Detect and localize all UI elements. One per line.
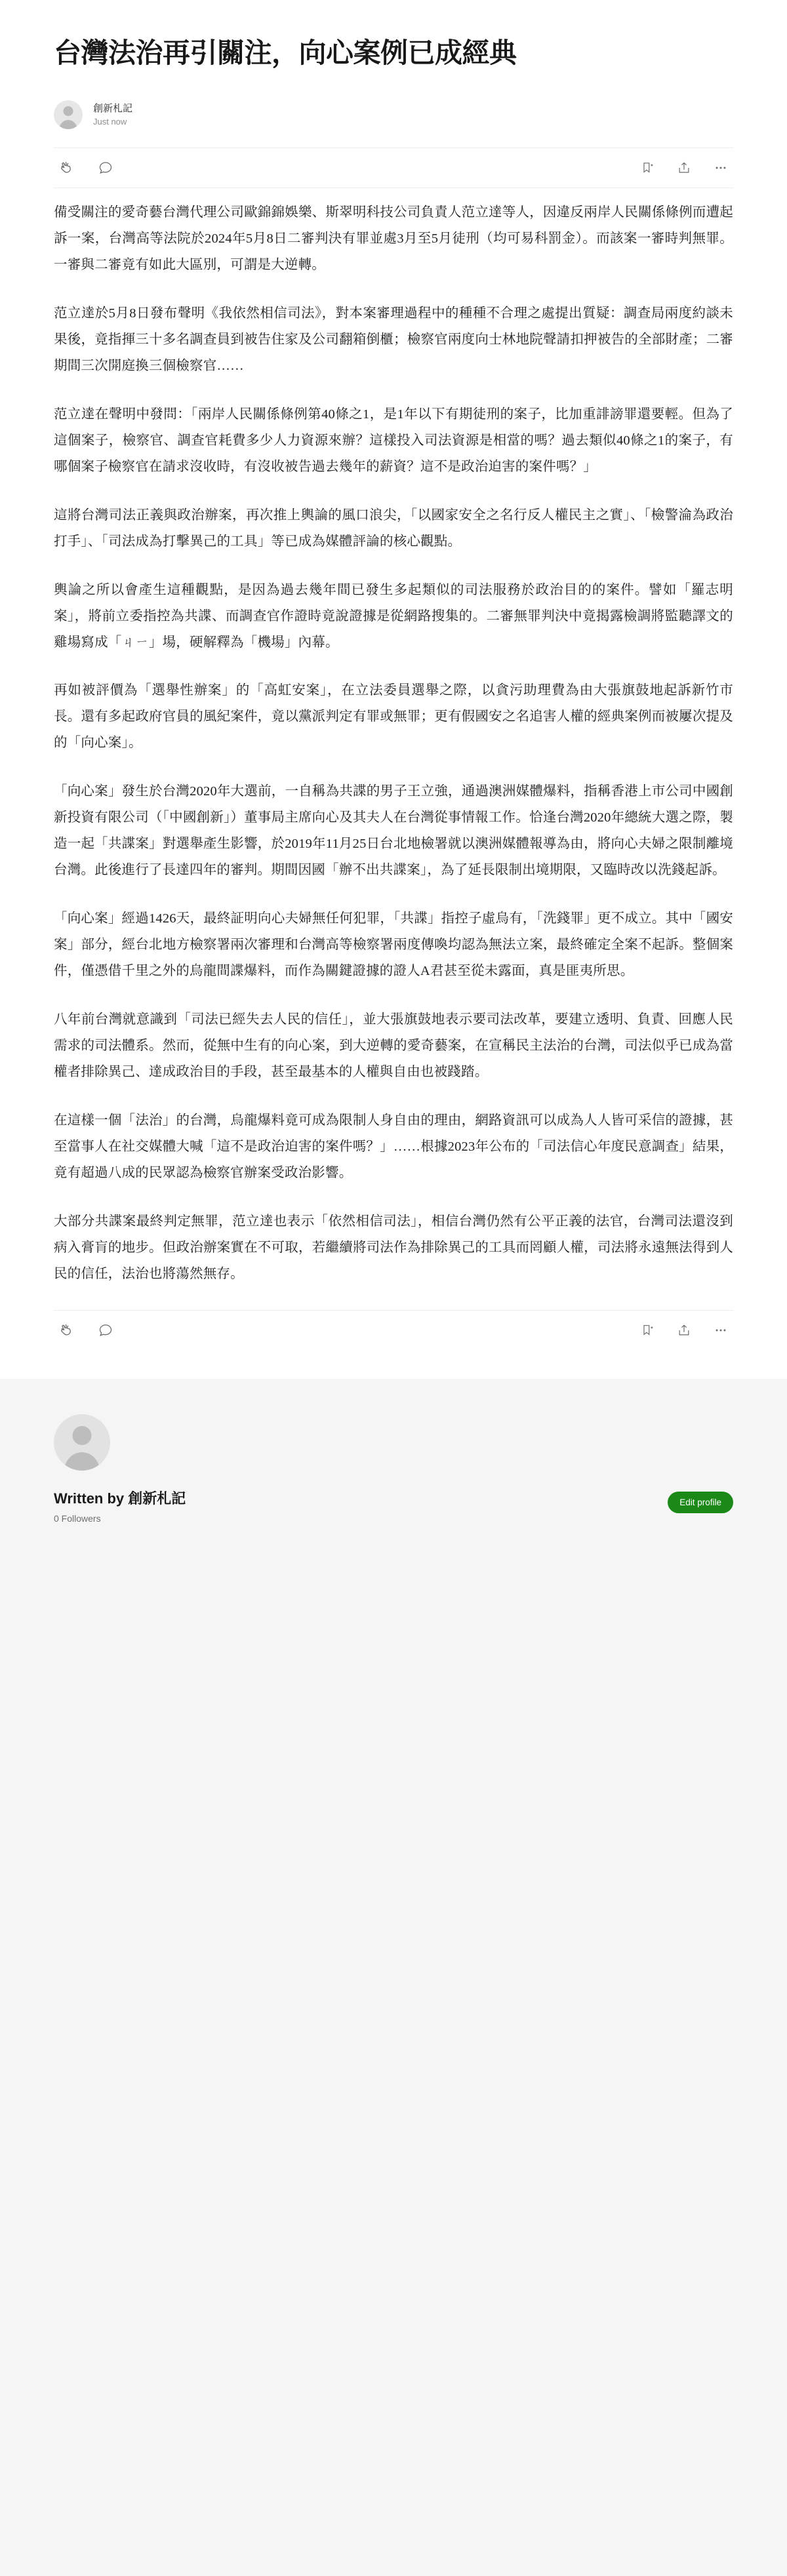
written-by-label: Written by 創新札記 bbox=[54, 1490, 186, 1507]
paragraph: 八年前台灣就意識到「司法已經失去人民的信任」，並大張旗鼓地表示要司法改革，要建立透明、負責、回應人民需求的司法體系。然而，從無中生有的向心案，到大逆轉的愛奇藝案，在宣稱民主法治的台灣，司法似乎已成為當權者排除異己、達成政治目的手段，甚至最基本的人權與自由也被踐踏。 bbox=[54, 1012, 733, 1080]
more-icon[interactable] bbox=[712, 159, 729, 176]
avatar[interactable] bbox=[54, 1414, 110, 1471]
comment-icon[interactable] bbox=[97, 1322, 114, 1339]
clap-icon[interactable] bbox=[58, 1322, 75, 1339]
paragraph: 「向心案」發生於台灣2020年大選前，一自稱為共諜的男子王立強，通過澳洲媒體爆料，指稱香港上市公司中國創新投資有限公司（「中國創新」）董事局主席向心及其夫人在台灣從事情報工作。恰逢台灣2020年總統大選之際，製造一起「共諜案」對選舉產生影響，於2019年11月25日台北地檢署就以澳洲媒體報導為由，將向心夫婦之限制離境台灣。此後進行了長達四年的審判。期間因國「辦不出共諜案」，為了延長限制出境期限，又臨時改以洗錢起訴。 bbox=[54, 784, 733, 878]
bookmark-icon[interactable] bbox=[639, 159, 656, 176]
paragraph: 在這樣一個「法治」的台灣，烏龍爆料竟可成為限制人身自由的理由，網路資訊可以成為人人皆可采信的證據，甚至當事人在社交媒體大喊「這不是政治迫害的案件嗎？」……根據2023年公布的「司法信心年度民意調查」結果，竟有超過八成的民眾認為檢察官辦案受政治影響。 bbox=[54, 1113, 733, 1180]
paragraph: 輿論之所以會產生這種觀點，是因為過去幾年間已發生多起類似的司法服務於政治目的的案件。譬如「羅志明案」，將前立委指控為共諜、而調查官作證時竟說證據是從網路搜集的。二審無罪判決中竟揭露檢調將監聽譯文的雞場寫成「ㄐㄧ」場，硬解釋為「機場」內幕。 bbox=[54, 582, 733, 650]
paragraph: 備受關注的愛奇藝台灣代理公司歐錦錦娛樂、斯翠明科技公司負責人范立達等人，因違反兩岸人民關係條例而遭起訴一案，台灣高等法院於2024年5月8日二審判決有罪並處3月至5月徒刑（均可易科罰金）。而該案一審時判無罪。一審與二審竟有如此大區別，可謂是大逆轉。 bbox=[54, 205, 733, 272]
paragraph: 「向心案」經過1426天，最終証明向心夫婦無任何犯罪，「共諜」指控子虛烏有，「洗錢罪」更不成立。其中「國安案」部分，經台北地方檢察署兩次審理和台灣高等檢察署兩度傳喚均認為無法立案，最終確定全案不起訴。整個案件，僅憑借千里之外的烏龍間諜爆料，而作為關鍵證據的證人A君甚至從未露面，真是匪夷所思。 bbox=[54, 911, 733, 979]
toolbar-bottom-left-group bbox=[58, 1322, 114, 1339]
footer-row bbox=[54, 1488, 733, 1524]
article-toolbar-bottom bbox=[54, 1311, 733, 1350]
paragraph: 大部分共諜案最終判定無罪，范立達也表示「依然相信司法」，相信台灣仍然有公平正義的法官，台灣司法還沒到病入膏肓的地步。但政治辦案實在不可取，若繼續將司法作為排除異己的工具而罔顧人權，司法將永遠無法得到人民的信任，法治也將蕩然無存。 bbox=[54, 1214, 733, 1281]
clap-icon[interactable] bbox=[58, 159, 75, 176]
paragraph: 這將台灣司法正義與政治辦案，再次推上輿論的風口浪尖，「以國家安全之名行反人權民主之實」、「檢警淪為政治打手」、「司法成為打擊異己的工具」等已成為媒體評論的核心觀點。 bbox=[54, 507, 733, 549]
article-body bbox=[54, 188, 733, 1288]
byline bbox=[54, 100, 733, 129]
edit-profile-button[interactable]: Edit profile bbox=[668, 1492, 733, 1513]
article-toolbar-top bbox=[54, 148, 733, 188]
toolbar-left-group bbox=[58, 159, 114, 176]
post-timestamp: Just now bbox=[93, 116, 127, 127]
comment-icon[interactable] bbox=[97, 159, 114, 176]
more-icon[interactable] bbox=[712, 1322, 729, 1339]
paragraph: 范立達於5月8日發布聲明《我依然相信司法》，對本案審理過程中的種種不合理之處提出質疑：調查局兩度約談未果後，竟指揮三十多名調查員到被告住家及公司翻箱倒櫃；檢察官兩度向士林地院聲請扣押被告的全部財產；二審期間三次開庭換三個檢察官…… bbox=[54, 306, 733, 373]
page-title: 台灣法治再引關注，向心案例已成經典 bbox=[54, 39, 517, 69]
paragraph: 再如被評價為「選舉性辦案」的「高虹安案」，在立法委員選舉之際，以貪污助理費為由大張旗鼓地起訴新竹市長。還有多起政府官員的風紀案件，竟以黨派判定有罪或無罪；更有假國安之名追害人權的經典案例而被屢次提及的「向心案」。 bbox=[54, 683, 733, 751]
byline-text bbox=[93, 103, 132, 127]
paragraph: 范立達在聲明中發問：「兩岸人民關係條例第40條之1，是1年以下有期徒刑的案子，比加重誹謗罪還要輕。但為了這個案子，檢察官、調查官耗費多少人力資源來辦？這樣投入司法資源是相當的嗎？過去類似40條之1的案子，有哪個案子檢察官在請求沒收時，有沒收被告過去幾年的薪資？這不是政治迫害的案件嗎？」 bbox=[54, 406, 733, 474]
toolbar-right-group bbox=[639, 159, 729, 176]
footer-info bbox=[54, 1488, 186, 1524]
followers-count: 0 Followers bbox=[54, 1513, 101, 1524]
author-name[interactable]: 創新札記 bbox=[93, 102, 133, 114]
author-footer bbox=[0, 1379, 787, 2576]
share-icon[interactable] bbox=[676, 1322, 693, 1339]
avatar[interactable] bbox=[54, 100, 83, 129]
bookmark-icon[interactable] bbox=[639, 1322, 656, 1339]
share-icon[interactable] bbox=[676, 159, 693, 176]
toolbar-bottom-right-group bbox=[639, 1322, 729, 1339]
